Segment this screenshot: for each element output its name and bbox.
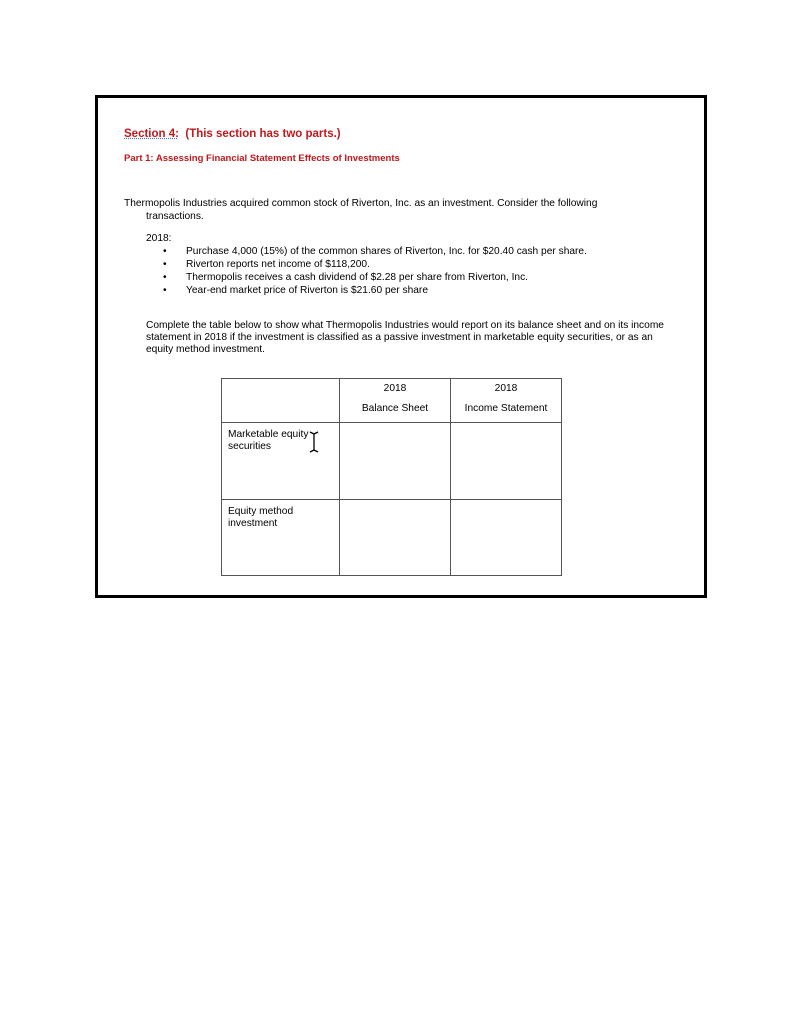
intro-line-1: Thermopolis Industries acquired common stock of Riverton, Inc. as an investment. Consider the following [124, 198, 598, 209]
table-row [222, 423, 562, 500]
list-item-text: Thermopolis receives a cash dividend of $2.28 per share from Riverton, Inc. [186, 272, 529, 283]
bullet-icon: • [163, 272, 167, 283]
list-item [146, 258, 587, 271]
section-title-prefix: Section 4: [124, 128, 179, 140]
table-row [222, 500, 562, 576]
column-header-income-statement [451, 379, 562, 423]
list-item-text: Year-end market price of Riverton is $21.60 per share [186, 285, 428, 296]
cell-equity-method-income-statement[interactable] [451, 500, 562, 576]
year-label: 2018: [146, 233, 172, 244]
transaction-list [146, 245, 587, 297]
list-item [146, 271, 587, 284]
intro-paragraph [124, 197, 664, 223]
document-frame [95, 95, 707, 598]
answer-table [221, 378, 562, 576]
table-corner-cell [222, 379, 340, 423]
column-year: 2018 [494, 383, 518, 394]
bullet-icon: • [163, 246, 167, 257]
part-title: Part 1: Assessing Financial Statement Effects of Investments [124, 153, 400, 164]
section-title [124, 128, 341, 140]
text-cursor-icon [309, 431, 319, 453]
list-item [146, 284, 587, 297]
list-item-text: Purchase 4,000 (15%) of the common shares of Riverton, Inc. for $20.40 cash per share. [186, 246, 587, 257]
cell-marketable-balance-sheet[interactable] [340, 423, 451, 500]
column-title: Balance Sheet [361, 403, 429, 414]
column-title: Income Statement [464, 403, 548, 414]
bullet-icon: • [163, 285, 167, 296]
column-year: 2018 [383, 383, 407, 394]
list-item-text: Riverton reports net income of $118,200. [186, 259, 370, 270]
column-header-balance-sheet [340, 379, 451, 423]
instructions-paragraph: Complete the table below to show what Thermopolis Industries would report on its balance sheet and on its income statement in 2018 if the investment is classified as a passive investment in marketable equity securities, or as an equity method investment. [146, 320, 664, 355]
section-title-rest: (This section has two parts.) [185, 128, 341, 140]
row-label-equity-method: Equity method investment [222, 500, 340, 576]
cell-marketable-income-statement[interactable] [451, 423, 562, 500]
list-item [146, 245, 587, 258]
row-label-marketable-equity: Marketable equity securities [222, 423, 340, 500]
cell-equity-method-balance-sheet[interactable] [340, 500, 451, 576]
intro-line-2: transactions. [146, 211, 204, 222]
bullet-icon: • [163, 259, 167, 270]
